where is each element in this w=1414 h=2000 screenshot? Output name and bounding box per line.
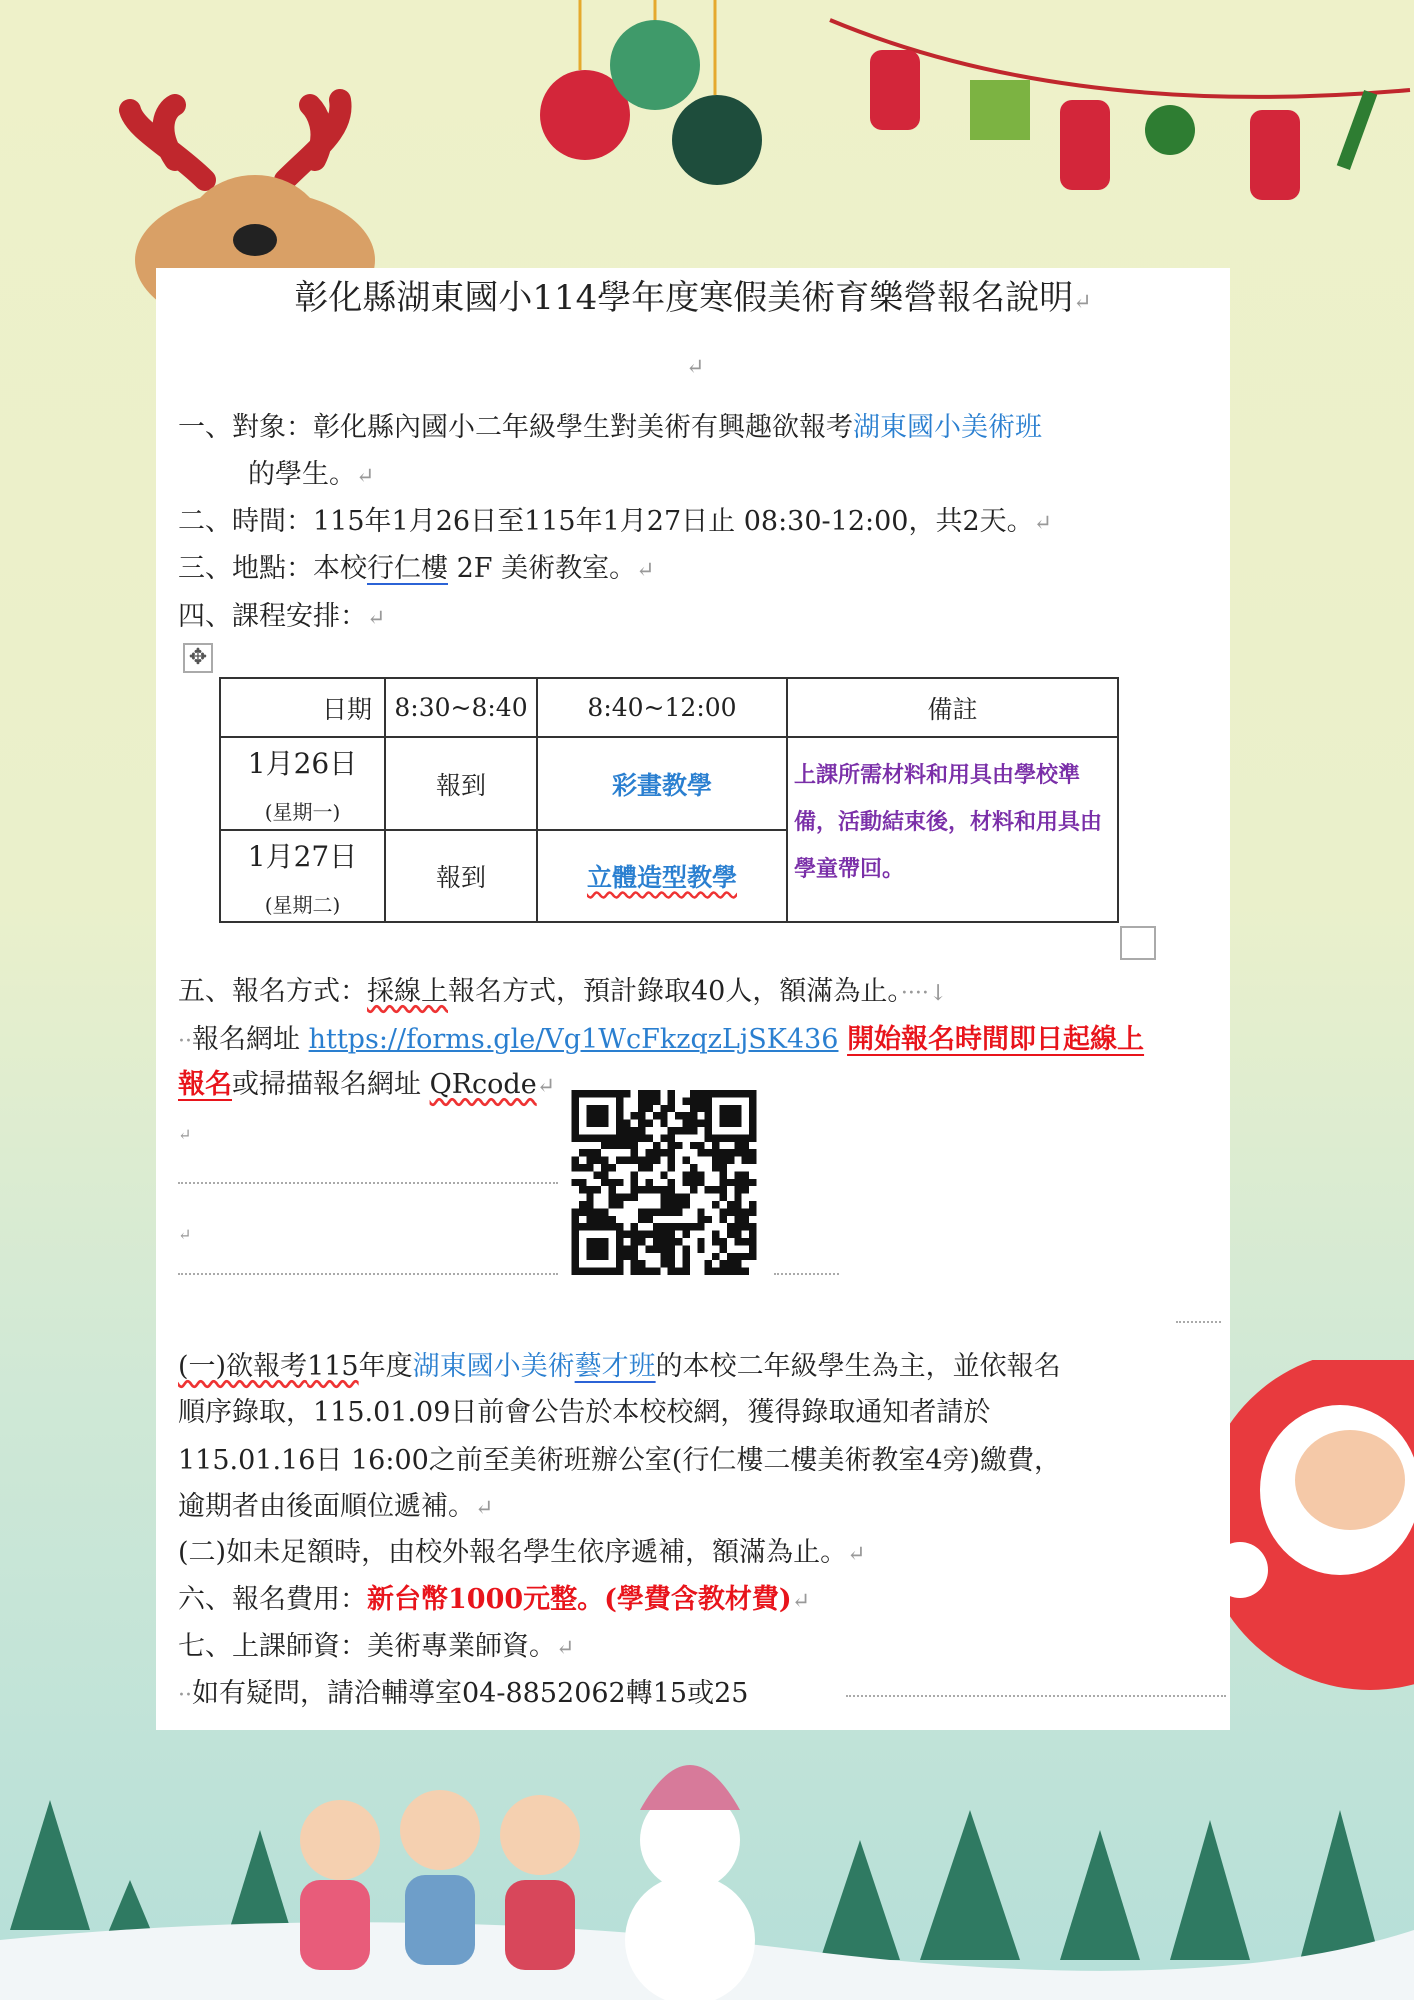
note2-text: (二)如未足額時，由校外報名學生依序遞補，額滿為止。: [178, 1537, 848, 1568]
garland-illustration: [770, 0, 1414, 220]
fee-label: 六、報名費用：: [178, 1584, 367, 1615]
contact-text: 如有疑問，請洽輔導室04-8852062轉15或25: [192, 1678, 749, 1709]
header-notes: 備註: [787, 678, 1118, 737]
table-move-handle-icon[interactable]: ✥: [183, 643, 213, 673]
paragraph-mark: ↵: [686, 355, 705, 380]
item-target: [178, 411, 1042, 445]
item-schedule: 四、課程安排：↵: [178, 601, 386, 632]
dotted-leader: [1176, 1321, 1221, 1323]
url-label: 報名網址: [192, 1024, 300, 1055]
item-registration: 五、報名方式：採線上報名方式，預計錄取40人，額滿為止。····↓: [178, 976, 948, 1007]
note1-c: 年度: [358, 1351, 413, 1382]
course-cell: 彩畫教學: [537, 737, 787, 830]
method-squiggle: 採線上: [367, 976, 448, 1007]
paragraph-mark: ↵: [178, 1225, 192, 1244]
note-2: (二)如未足額時，由校外報名學生依序遞補，額滿為止。↵: [178, 1537, 866, 1568]
note1-link-b: 藝才班: [574, 1351, 656, 1382]
method-suffix: 報名方式，預計錄取40人，額滿為止。: [448, 976, 901, 1007]
notes-cell: 上課所需材料和用具由學校準備，活動結束後，材料和用具由學童帶回。: [787, 737, 1118, 922]
course-cell: 立體造型教學: [537, 830, 787, 922]
time-text: 二、時間：115年1月26日至115年1月27日止 08:30-12:00，共2天。: [178, 506, 1034, 537]
dotted-leader: [178, 1273, 558, 1275]
note-1: [178, 1350, 1061, 1384]
place-prefix: 三、地點：本校: [178, 553, 367, 584]
checkin-cell: 報到: [385, 830, 537, 922]
item-target-cont: 的學生。↵: [248, 459, 375, 490]
paragraph-mark: ↵: [178, 1125, 192, 1144]
table-row: [220, 737, 1118, 830]
item-time: 二、時間：115年1月26日至115年1月27日止 08:30-12:00，共2天。↵: [178, 506, 1053, 537]
weekday: (星期二): [264, 892, 341, 917]
contact-line: ··如有疑問，請洽輔導室04-8852062轉15或25: [178, 1678, 749, 1709]
dotted-leader: [774, 1273, 839, 1275]
start-notice-cont: 報名: [178, 1069, 232, 1100]
item-fee: 六、報名費用：新台幣1000元整。(學費含教材費)↵: [178, 1584, 811, 1615]
place-building: 行仁樓: [367, 553, 448, 584]
qr-text: 或掃描報名網址: [232, 1069, 430, 1100]
item-teacher: 七、上課師資：美術專業師資。↵: [178, 1631, 575, 1662]
winter-scene-illustration: [0, 1730, 1414, 2000]
target-prefix: 一、對象：彰化縣內國小二年級學生對美術有興趣欲報考: [178, 412, 853, 443]
teacher-text: 七、上課師資：美術專業師資。: [178, 1631, 556, 1662]
date-cell: [220, 737, 385, 830]
schedule-table: [219, 677, 1119, 923]
document-title: 彰化縣湖東國小114學年度寒假美術育樂營報名說明↵: [294, 278, 1092, 318]
note-1-line2: 順序錄取，115.01.09日前會公告於本校校網，獲得錄取通知者請於: [178, 1397, 991, 1428]
document-page: [156, 268, 1230, 1730]
method-prefix: 五、報名方式：: [178, 976, 367, 1007]
title-text: 彰化縣湖東國小114學年度寒假美術育樂營報名說明: [294, 278, 1074, 318]
qr-label: QRcode: [429, 1069, 537, 1100]
table-resize-handle[interactable]: [1120, 926, 1156, 960]
registration-url-line: ··報名網址 https://forms.gle/Vg1WcFkzqzLjSK436 開始報名時間即日起線上: [178, 1024, 1145, 1055]
santa-illustration: [1200, 1360, 1414, 1720]
start-notice: 開始報名時間即日起線上: [847, 1024, 1145, 1055]
note-1-line4: 逾期者由後面順位遞補。↵: [178, 1491, 494, 1522]
date: 1月26日: [247, 747, 358, 780]
fee-value: 新台幣1000元整。(學費含教材費): [367, 1584, 792, 1615]
header-checkin-time: 8:30~8:40: [385, 678, 537, 737]
dotted-leader: [846, 1695, 1226, 1697]
note1-line4-text: 逾期者由後面順位遞補。: [178, 1491, 475, 1522]
header-course-time: 8:40~12:00: [537, 678, 787, 737]
qr-line: 報名或掃描報名網址 QRcode↵: [178, 1069, 556, 1100]
header-date: 日期: [220, 678, 385, 737]
date: 1月27日: [247, 839, 358, 873]
registration-url-link[interactable]: https://forms.gle/Vg1WcFkzqzLjSK436: [308, 1024, 839, 1055]
schedule-label: 四、課程安排：: [178, 601, 367, 632]
dotted-leader: [178, 1182, 558, 1184]
note1-link: 湖東國小美術: [412, 1351, 575, 1382]
place-suffix: 2F 美術教室。: [448, 553, 637, 584]
note1-b: 115: [307, 1351, 359, 1382]
checkin-cell: 報到: [385, 737, 537, 830]
item-place: 三、地點：本校行仁樓 2F 美術教室。↵: [178, 553, 655, 584]
registration-qr-code[interactable]: [567, 1090, 761, 1275]
note1-d: 的本校二年級學生為主，並依報名: [655, 1351, 1061, 1382]
date-cell: [220, 830, 385, 922]
target-suffix: 的學生。: [248, 459, 356, 490]
note-1-line3: 115.01.16日 16:00之前至美術班辦公室(行仁樓二樓美術教室4旁)繳費，: [178, 1445, 1062, 1476]
target-link: 湖東國小美術班: [853, 412, 1042, 443]
note1-a: (一)欲報考: [178, 1351, 308, 1382]
ornaments-illustration: [520, 0, 780, 190]
weekday: (星期一): [264, 800, 341, 824]
